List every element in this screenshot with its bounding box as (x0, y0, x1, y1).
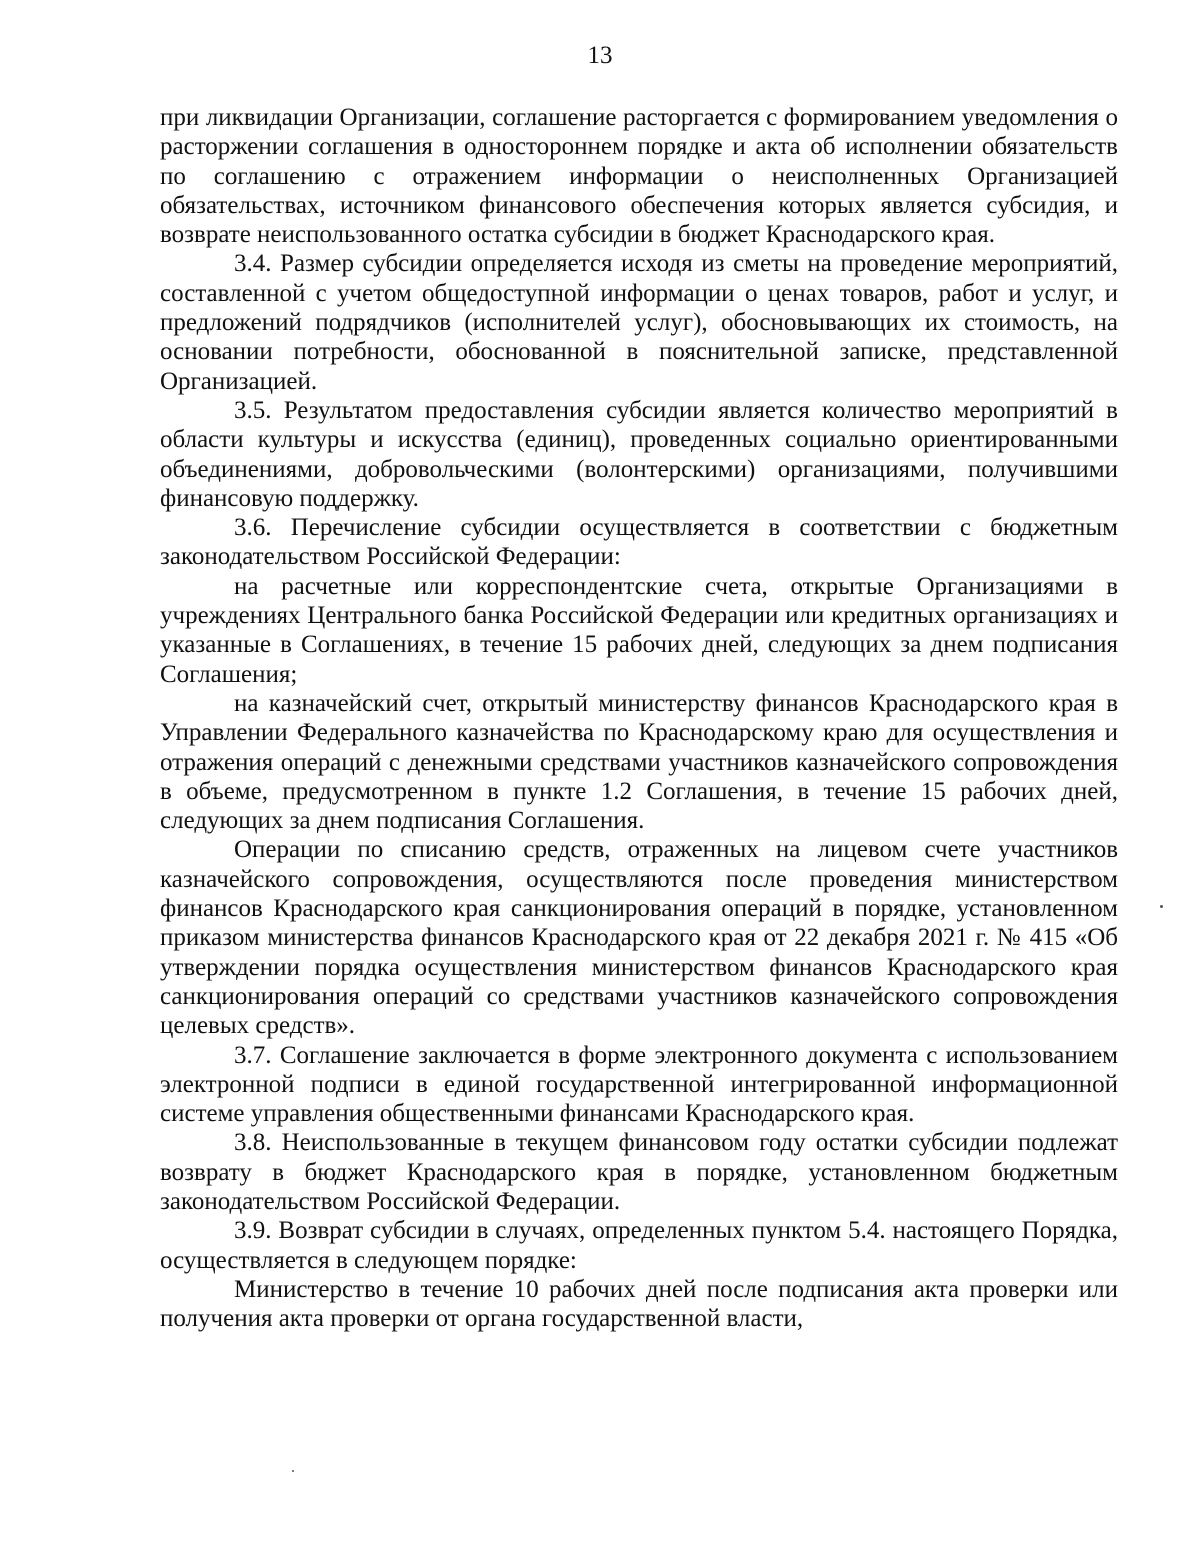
paragraph-3-7: 3.7. Соглашение заключается в форме электронного документа с использованием электронной подписи в единой государственной интегрированной информационной системе управления общественными финансами Краснодарского края. (160, 1041, 1118, 1128)
paragraph-3-8: 3.8. Неиспользованные в текущем финансовом году остатки субсидии подлежат возврату в бюджет Краснодарского края в порядке, установленном бюджетным законодательством Российской Федерации. (160, 1129, 1118, 1215)
scan-speck (292, 1470, 294, 1472)
document-body (160, 103, 1118, 1333)
page-number: 13 (587, 42, 613, 69)
paragraph-3-9: 3.9. Возврат субсидии в случаях, определенных пунктом 5.4. настоящего Порядка, осуществляется в следующем порядке: (160, 1217, 1118, 1274)
paragraph-3-4: 3.4. Размер субсидии определяется исходя из сметы на проведение мероприятий, составленной с учетом общедоступной информации о ценах товаров, работ и услуг, и предложений подрядчиков (исполнителей услуг), обосновывающих их стоимость, на основании потребности, обоснованной в пояснительной записке, представленной Организацией. (160, 250, 1118, 395)
paragraph-liquidation-continuation: при ликвидации Организации, соглашение расторгается с формированием уведомления о расторжении соглашения в одностороннем порядке и акта об исполнении обязательств по соглашению с отражением информации о неисполненных Организацией обязательствах, источником финансового обеспечения которых является субсидия, и возврате неиспользованного остатка субсидии в бюджет Краснодарского края. (160, 104, 1118, 249)
paragraph-3-6-settlement-accounts: на расчетные или корреспондентские счета, открытые Организациями в учреждениях Центрального банка Российской Федерации или кредитных организациях и указанные в Соглашениях, в течение 15 рабочих дней, следующих за днем подписания Соглашения; (160, 572, 1118, 688)
paragraph-3-5: 3.5. Результатом предоставления субсидии является количество мероприятий в области культуры и искусства (единиц), проведенных социально ориентированными объединениями, добровольческими (волонтерскими) организациями, получившими финансовую поддержку. (160, 396, 1118, 512)
paragraph-3-6: 3.6. Перечисление субсидии осуществляется в соответствии с бюджетным законодательством Российской Федерации: (160, 514, 1118, 571)
paragraph-3-6-treasury-account: на казначейский счет, открытый министерству финансов Краснодарского края в Управлении Федерального казначейства по Краснодарскому краю для осуществления и отражения операций с денежными средствами участников казначейского сопровождения в объеме, предусмотренном в пункте 1.2 Соглашения, в течение 15 рабочих дней, следующих за днем подписания Соглашения. (160, 689, 1118, 835)
paragraph-write-off-operations: Операции по списанию средств, отраженных на лицевом счете участников казначейского сопровождения, осуществляются после проведения министерством финансов Краснодарского края санкционирования операций в порядке, установленном приказом министерства финансов Краснодарского края от 22 декабря 2021 г. № 415 «Об утверждении порядка осуществления министерством финансов Краснодарского края санкционирования операций со средствами участников казначейского сопровождения целевых средств». (160, 836, 1118, 1040)
scan-speck (1160, 905, 1163, 908)
paragraph-ministry-procedure: Министерство в течение 10 рабочих дней после подписания акта проверки или получения акта проверки от органа государственной власти, (160, 1275, 1118, 1333)
